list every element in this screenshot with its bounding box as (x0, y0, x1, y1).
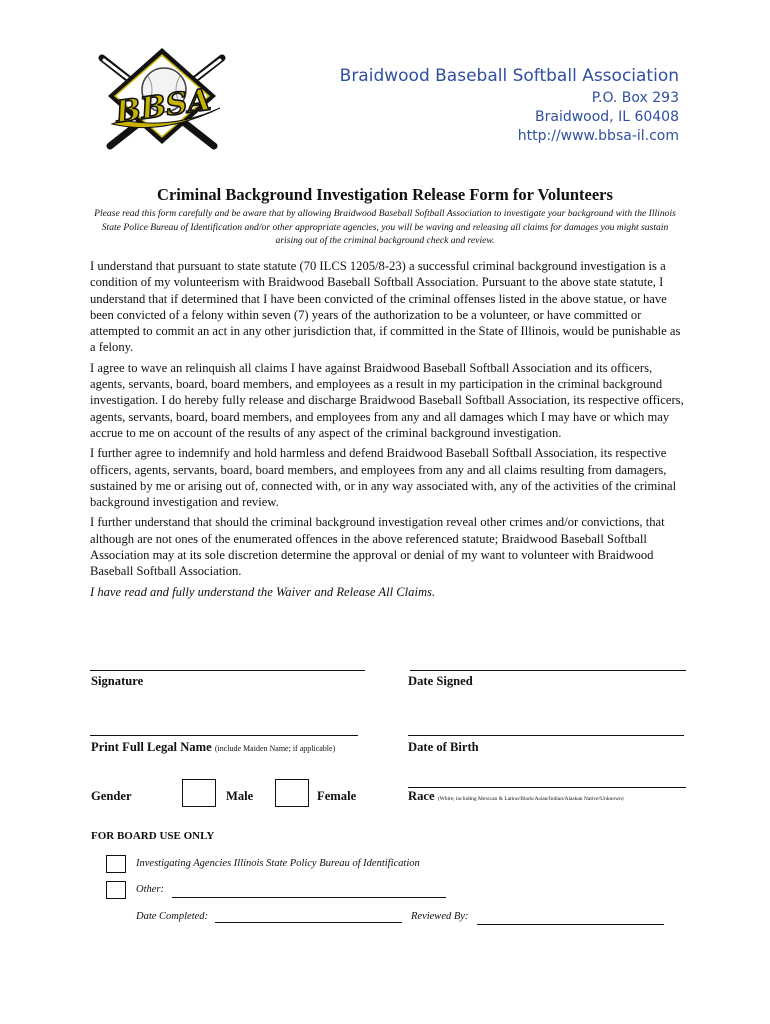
reviewed-by-line[interactable] (477, 924, 664, 925)
form-title: Criminal Background Investigation Release Form for Volunteers (157, 185, 613, 204)
board-use-heading: FOR BOARD USE ONLY (91, 830, 215, 842)
signature-line[interactable] (90, 670, 365, 671)
form-body (90, 258, 686, 604)
date-signed-label: Date Signed (408, 674, 473, 688)
print-name-text: Print Full Legal Name (91, 740, 212, 754)
male-label: Male (226, 789, 254, 803)
org-website[interactable]: http://www.bbsa-il.com (517, 128, 679, 144)
female-label: Female (317, 789, 357, 803)
logo-text: BBSA (113, 82, 213, 131)
female-checkbox[interactable] (275, 779, 309, 807)
print-name-label (91, 740, 335, 755)
print-name-note: (include Maiden Name; if applicable) (214, 744, 336, 753)
date-completed-label: Date Completed: (136, 911, 209, 922)
race-text: Race (408, 789, 435, 803)
race-note: (White; including Mexican & Latino/Black/Asian/Indian/Alaskan Native/Unknown) (437, 796, 624, 802)
paragraph-release: I agree to wave an relinquish all claims I have against Braidwood Baseball Softball Association and its officers, agents, servants, board, board members, and employees as a result in my participation in the criminal background investigation. I do hereby fully release and discharge Braidwood Baseball Softball Association, its respective officers, agents, servants, board, board members, and employees from any and all damages which I may have or which may accrue to me on account of the results of any aspect of the criminal background investigation. (90, 360, 684, 440)
bbsa-logo (92, 46, 232, 156)
male-checkbox[interactable] (182, 779, 216, 807)
form-intro: Please read this form carefully and be aware that by allowing Braidwood Baseball Softball Association to investigate your background with the Illinois State Police Bureau of Identification and/or other appropriate agencies, you will be waving and releasing all claims for damages you might sustain arising out of the criminal background check and review. (94, 208, 676, 246)
gender-label: Gender (91, 789, 132, 803)
date-signed-line[interactable] (410, 670, 686, 671)
paragraph-statute: I understand that pursuant to state statute (70 ILCS 1205/8-23) a successful criminal background investigation is a condition of my volunteerism with Braidwood Baseball Softball Association. Pursuant to the above state statute, I understand that if determined that I have been convicted of the criminal offenses listed in the above statue, or have been convicted of a felony within seven (7) years of the authorization to be a volunteer, or have committed or attempted to commit an act in any other jurisdiction that, if committed in the State of Illinois, would be punishable as a felony. (90, 259, 681, 355)
reviewed-by-label: Reviewed By: (411, 911, 469, 922)
other-label: Other: (136, 884, 164, 895)
paragraph-indemnify: I further agree to indemnify and hold harmless and defend Braidwood Baseball Softball Association, its respective officers, agents, servants, board, board members, and employees from any and all claims resulting from damagers, sustained by me or arising out of, connected with, or in any way associated with, any of the activities of the criminal background investigation and review. (90, 446, 677, 510)
race-line[interactable] (408, 787, 686, 788)
investigating-checkbox[interactable] (106, 855, 126, 873)
paragraph-other-crimes: I further understand that should the criminal background investigation reveal other crimes and/or convictions, that although are not ones of the enumerated offences in the above referenced statute; Braidwood Baseball Softball Association may at its sole discretion determine the approval or denial of my want to volunteer with Braidwood Baseball Softball Association. (90, 515, 665, 579)
signature-label: Signature (91, 674, 144, 688)
date-of-birth-label: Date of Birth (408, 740, 479, 754)
org-name: Braidwood Baseball Softball Association (339, 66, 679, 86)
org-po-box: P.O. Box 293 (591, 90, 679, 106)
other-line[interactable] (172, 897, 446, 898)
print-name-line[interactable] (90, 735, 358, 736)
race-label (408, 789, 624, 804)
org-city: Braidwood, IL 60408 (535, 109, 679, 125)
acknowledgement: I have read and fully understand the Waiver and Release All Claims. (90, 584, 436, 599)
date-of-birth-line[interactable] (408, 735, 684, 736)
date-completed-line[interactable] (215, 922, 402, 923)
other-checkbox[interactable] (106, 881, 126, 899)
investigating-label: Investigating Agencies Illinois State Policy Bureau of Identification (136, 858, 420, 869)
